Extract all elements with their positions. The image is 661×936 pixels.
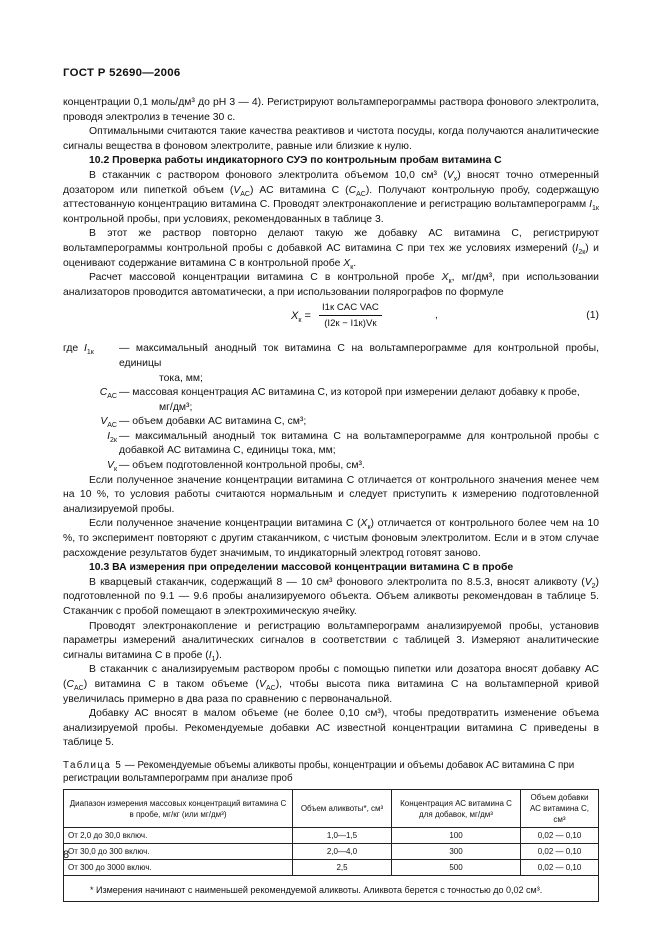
paragraph: Добавку АС вносят в малом объеме (не более 0,10 см³), чтобы предотвратить изменение объема анализируемой пробы. Рекомендуемые добавки АС известной концентрации витамина С приведены в таблице 5. [63, 708, 599, 749]
formula-denominator: (I2к − I1к)Vк [324, 318, 377, 330]
table-cell: 2,5 [293, 860, 392, 876]
standard-header: ГОСТ Р 52690—2006 [63, 67, 181, 79]
formula-fraction [319, 301, 382, 330]
table-cell: 2,0—4,0 [293, 844, 392, 860]
table-footnote-row [64, 876, 599, 902]
table-header-cell: Объем аликвоты*, см³ [293, 790, 392, 828]
definition-row: где $I_{1к}$ — максимальный анодный ток витамина С на вольтамперограмме для контрольной пробы, единицы [63, 343, 599, 369]
paragraph: Оптимальными считаются такие качества реактивов и чистота посуды, когда получаются аналитические сигналы вещества в фоновом электролите, равные или близкие к нулю. [63, 126, 599, 152]
formula-1 [63, 304, 599, 340]
definition-row: $C_{AC}$ — массовая концентрация АС витамина С, из которой при измерении делают добавку к пробе, [99, 387, 580, 401]
table-row [64, 860, 599, 876]
table-header-cell: Объем добавки АС витамина С, см³ [521, 790, 599, 828]
table-cell: 100 [392, 828, 521, 844]
table-cell: 1,0—1,5 [293, 828, 392, 844]
table-cell: 0,02 — 0,10 [521, 860, 599, 876]
table-cell: 300 [392, 844, 521, 860]
table-cell: От 2,0 до 30,0 включ. [64, 828, 293, 844]
table-cell: 0,02 — 0,10 [521, 828, 599, 844]
definition-continuation: мг/дм³; [159, 401, 193, 413]
symbol-definitions [63, 342, 599, 473]
paragraph: Если полученное значение концентрации витамина С отличается от контрольного значения менее чем на 10 %, то условия работы считаются нормальным и следует приступить к измерению подготовленной анализируемой пробы. [63, 474, 599, 515]
paragraph: Расчет массовой концентрации витамина С в контрольной пробе $X_к$, мг/дм³, при использовании анализаторов проводится автоматически, а при использовании полярографов по формуле [63, 272, 599, 298]
paragraph: В стаканчик с раствором фонового электролита объемом 10,0 см³ $(V_x)$ вносят точно отмеренный дозатором или пипеткой объем $(V_{AC})$ АС витамина С $(C_{AC})$. Получают контрольную пробу, содержащую аттестованную концентрацию витамина С. Проводят электронакопление и регистрацию вольтамперограмм $I_{1к}$ контрольной пробы, при условиях, рекомендованных в таблице 3. [63, 169, 599, 225]
definition-row: $I_{2к}$ — максимальный анодный ток витамина С на вольтамперограмме для контрольной пробы с добавкой АС витамина С, единицы тока, мм; [107, 430, 599, 457]
table-row [64, 844, 599, 860]
formula-tail: , [435, 310, 438, 322]
table-5 [63, 789, 599, 902]
document-body [63, 96, 599, 902]
table-footnote: * Измерения начинают с наименьшей рекомендуемой аликвоты. Аликвота берется с точностью до 0,02 см³. [64, 876, 599, 902]
formula-numerator: I1к CAC VAC [319, 301, 382, 316]
table-caption: Таблица 5 — Рекомендуемые объемы аликвоты пробы, концентрации и объемы добавок АС витамина С при регистрации вольтамперограмм при анализе проб [63, 759, 575, 785]
table-cell: От 300 до 3000 включ. [64, 860, 293, 876]
formula-lhs: $X_к$ = [291, 310, 311, 325]
paragraph: В этот же раствор повторно делают такую же добавку АС витамина С, регистрируют вольтамперограммы контрольной пробы с добавкой АС витамина С при тех же условиях измерений $(I_{2к})$ и оценивают содержание витамина С в контрольной пробе $X_к$. [63, 228, 599, 271]
table-header-cell: Концентрация АС витамина С для добавок, мг/дм³ [392, 790, 521, 828]
paragraph: концентрации 0,1 моль/дм³ до pH 3 — 4). Регистрируют вольтамперограммы раствора фонового электролита, проводя электролиз в течение 30 с. [63, 97, 599, 123]
table-header-cell: Диапазон измерения массовых концентраций витамина С в пробе, мг/кг (или мг/дм³) [64, 790, 293, 828]
table-cell: От 30,0 до 300 включ. [64, 844, 293, 860]
table-cell: 500 [392, 860, 521, 876]
paragraph: В кварцевый стаканчик, содержащий 8 — 10 см³ фонового электролита по 8.5.3, вносят аликвоту $(V_2)$ подготовленной по 9.1 — 9.6 пробы анализируемого объекта. Объем аликвоты рекомендован в таблице 5. Стаканчик с пробой помещают в электрохимическую ячейку. [63, 576, 599, 617]
definition-continuation: тока, мм; [159, 372, 203, 384]
section-heading-10-3: 10.3 ВА измерения при определении массовой концентрации витамина С в пробе [89, 562, 514, 574]
table-cell: 0,02 — 0,10 [521, 844, 599, 860]
definition-row: $V_к$ — объем подготовленной контрольной пробы, см³. [107, 460, 365, 474]
table-header-row [64, 790, 599, 828]
page-number: 8 [63, 849, 70, 861]
formula-number: (1) [586, 310, 599, 322]
table-row [64, 828, 599, 844]
paragraph: В стаканчик с анализируемым раствором пробы с помощью пипетки или дозатора вносят добавку АС $(C_{AC})$ витамина С в таком объеме $(V_{AC})$, чтобы высота пика витамина С на вольтамперной кривой увеличилась примерно в два раза по сравнению с первоначальной. [63, 664, 600, 705]
section-heading-10-2: 10.2 Проверка работы индикаторного СУЭ по контрольным пробам витамина С [89, 155, 502, 167]
definition-row: $V_{AC}$ — объем добавки АС витамина С, см³; [100, 416, 307, 430]
paragraph: Если полученное значение концентрации витамина С $(X_к)$ отличается от контрольного более чем на 10 %, то эксперимент повторяют с другим стаканчиком, с чистым фоновым электролитом. Если и в этом случае расхождение результатов будет значимым, то индикаторный электрод готовят заново. [63, 518, 599, 559]
paragraph: Проводят электронакопление и регистрацию вольтамперограмм анализируемой пробы, установив параметры измерений аналитических сигналов в соответствии с таблицей 3. Измеряют аналитические сигналы витамина С в пробе $(I_1)$. [63, 620, 599, 663]
